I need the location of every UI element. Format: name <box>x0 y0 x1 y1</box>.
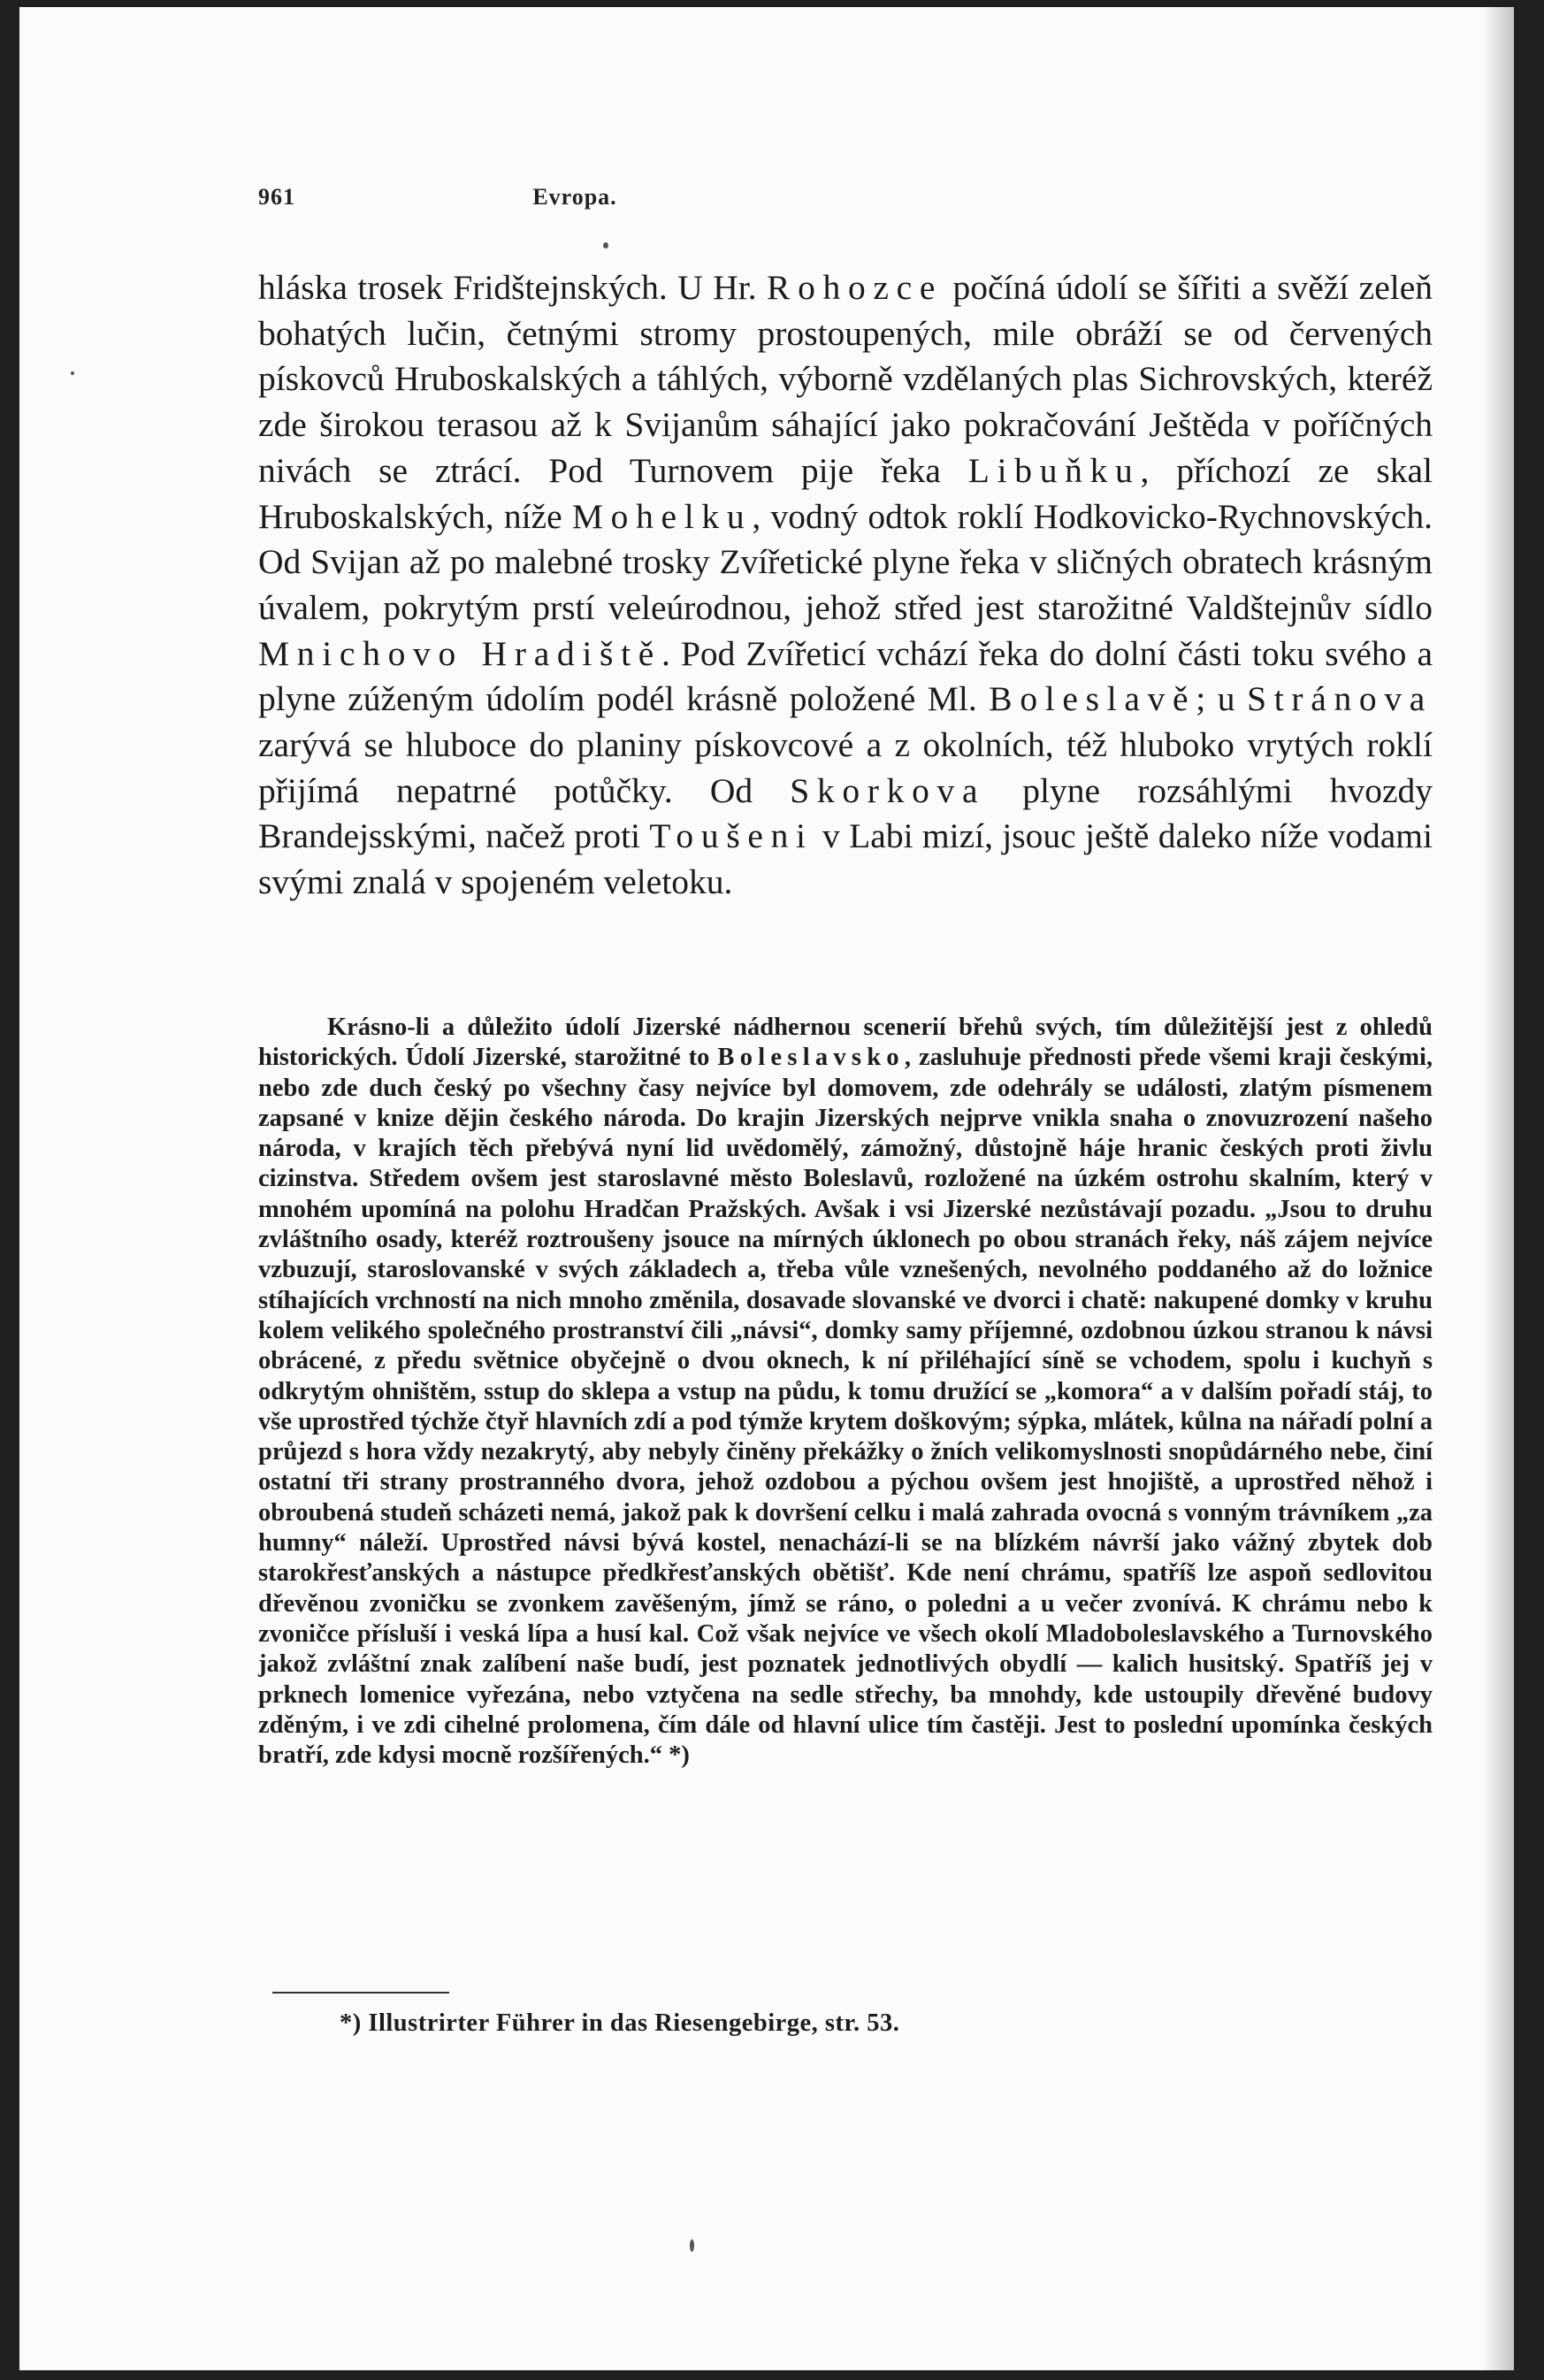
spaced-name-touseni: Toušeni <box>649 816 814 856</box>
spaced-name-boleslave: Boleslavě <box>989 679 1196 719</box>
spaced-name-mohelku: Mohelku <box>571 496 753 536</box>
footnote-divider <box>272 1992 449 1994</box>
spaced-name-mnichovo-hradiste: Mnichovo Hradiště <box>258 633 661 673</box>
page-header <box>258 184 891 210</box>
spaced-name-skorkova: Skorkova <box>790 770 986 810</box>
spaced-name-stranova: Stránova <box>1247 679 1433 719</box>
main-paragraph: hláska trosek Fridštejnských. U Hr. Rohozce počíná údolí se šířiti a svěží zeleň bohatých lučin, četnými stromy prostoupených, mile obráží se od červených pískovců Hruboskalských a táhlých, výborně vzdělaných plas Sichrovských, kteréž zde širokou terasou až k Svijanům sáhající jako pokračování Ještěda v poříčných nivách se ztrácí. Pod Turnovem pije řeka Libuňku, příchozí ze skal Hruboskalských, níže Mohelku, vodný odtok roklí Hodkovicko-Rychnovských. Od Svijan až po malebné trosky Zvířetické plyne řeka v sličných obratech krásným úvalem, pokrytým prstí veleúrodnou, jehož střed jest starožitné Valdštejnův sídlo Mnichovo Hradiště. Pod Zvířeticí vchází řeka do dolní části toku svého a plyne zúženým údolím podél krásně položené Ml. Boleslavě; u Stránova zarývá se hluboce do planiny pískovcové a z okolních, též hluboko vrytých roklí přijímá nepatrné potůčky. Od Skorkova plyne rozsáhlými hvozdy Brandejsskými, načež proti Toušeni v Labi mizí, jsouc ještě daleko níže vodami svými znalá v spojeném veletoku. <box>258 268 1433 902</box>
print-speck <box>603 242 608 249</box>
footnote: *) Illustrirter Führer in das Riesengebirge, str. 53. <box>340 2009 900 2037</box>
book-page <box>19 7 1514 2370</box>
page-edge-shadow <box>1482 7 1514 2370</box>
page-number: 961 <box>258 184 295 210</box>
small-print-paragraph: Krásno-li a důležito údolí Jizerské nádhernou scenerií břehů svých, tím důležitější jest z ohledů historických. Údolí Jizerské, starožitné to Boleslavsko, zasluhuje přednosti přede všemi kraji českými, nebo zde duch český po všechny časy nejvíce byl domovem, zde odehrály se události, zlatým písmenem zapsané v knize dějin českého národa. Do krajin Jizerských nejprve vnikla snaha o znovuzrození našeho národa, v krajích těch přebývá nyní lid uvědomělý, zámožný, důstojně háje hranic českých proti živlu cizinstva. Středem ovšem jest staroslavné město Boleslavů, rozložené na úzkém ostrohu skalním, který v mnohém upomíná na polohu Hradčan Pražských. Avšak i vsi Jizerské nezůstávají pozadu. „Jsou to druhu zvláštního osady, kteréž roztroušeny jsouce na mírných úklonech po obou stranách řeky, náš zájem nejvíce vzbuzují, staroslovanské v svých základech a, třeba vůle vznešených, nevolného poddaného až do ložnice stíhajících vrchností na nich mnoho změnila, dosavade slovanské ve dvorci i chatě: nakupené domky v kruhu kolem velikého společného prostranství čili „návsi“, domky samy příjemné, ozdobnou úzkou stranou k návsi obrácené, z předu světnice obyčejně o dvou oknech, k ní přiléhající síně se vchodem, spolu i kuchyň s odkrytým ohništěm, sstup do sklepa a vstup na půdu, k tomu družící se „komora“ a v dalším pořadí stáj, to vše uprostřed týchže čtyř hlavních zdí a pod týmže krytem doškovým; sýpka, mlátek, kůlna na nářadí polní a průjezd s hora vždy nezakrytý, aby nebyly činěny překážky o žních velikomyslnosti snopůdárného nebe, činí ostatní tři strany prostranného dvora, jehož ozdobou a pýchou ovšem jest hnojiště, a uprostřed něhož i obroubená studeň scházeti nemá, jakož pak k dovršení celku i malá zahrada ovocná s vonným trávníkem „za humny“ náleží. Uprostřed návsi bývá kostel, nenachází-li se na blízkém návrší jako vážný zbytek dob starokřesťanských a nástupce předkřesťanských obětišť. Kde není chrámu, spatříš lze aspoň sedlovitou dřevěnou zvoničku se zvonkem zavěšeným, jímž se ráno, o poledni a u večer zvonívá. K chrámu nebo k zvoničce přísluší i veská lípa a husí kal. Což však nejvíce ve všech okolí Mladoboleslavského a Turnovského jakož zvláštní znak zalíbení naše budí, jest poznatek jednotlivých obydlí — kalich husitský. Spatříš jej v prknech lomenice vyřezána, nebo vztyčena na sedle střechy, ba mnohdy, kde ustoupily dřevěné budovy zděným, i ve zdi cihelné prolomena, čím dále od hlavní ulice tím častěji. Jest to poslední upomínka českých bratří, zde kdysi mocně rozšířených.“ *) <box>258 1014 1433 1770</box>
running-head: Evropa. <box>532 184 617 210</box>
spaced-name-libunku: Libuňku <box>967 450 1141 490</box>
spaced-name-rohozce: Rohozce <box>767 268 944 307</box>
print-speck <box>690 2239 694 2252</box>
spaced-name-boleslavsko: Boleslavsko <box>717 1044 905 1072</box>
print-speck <box>71 371 74 375</box>
